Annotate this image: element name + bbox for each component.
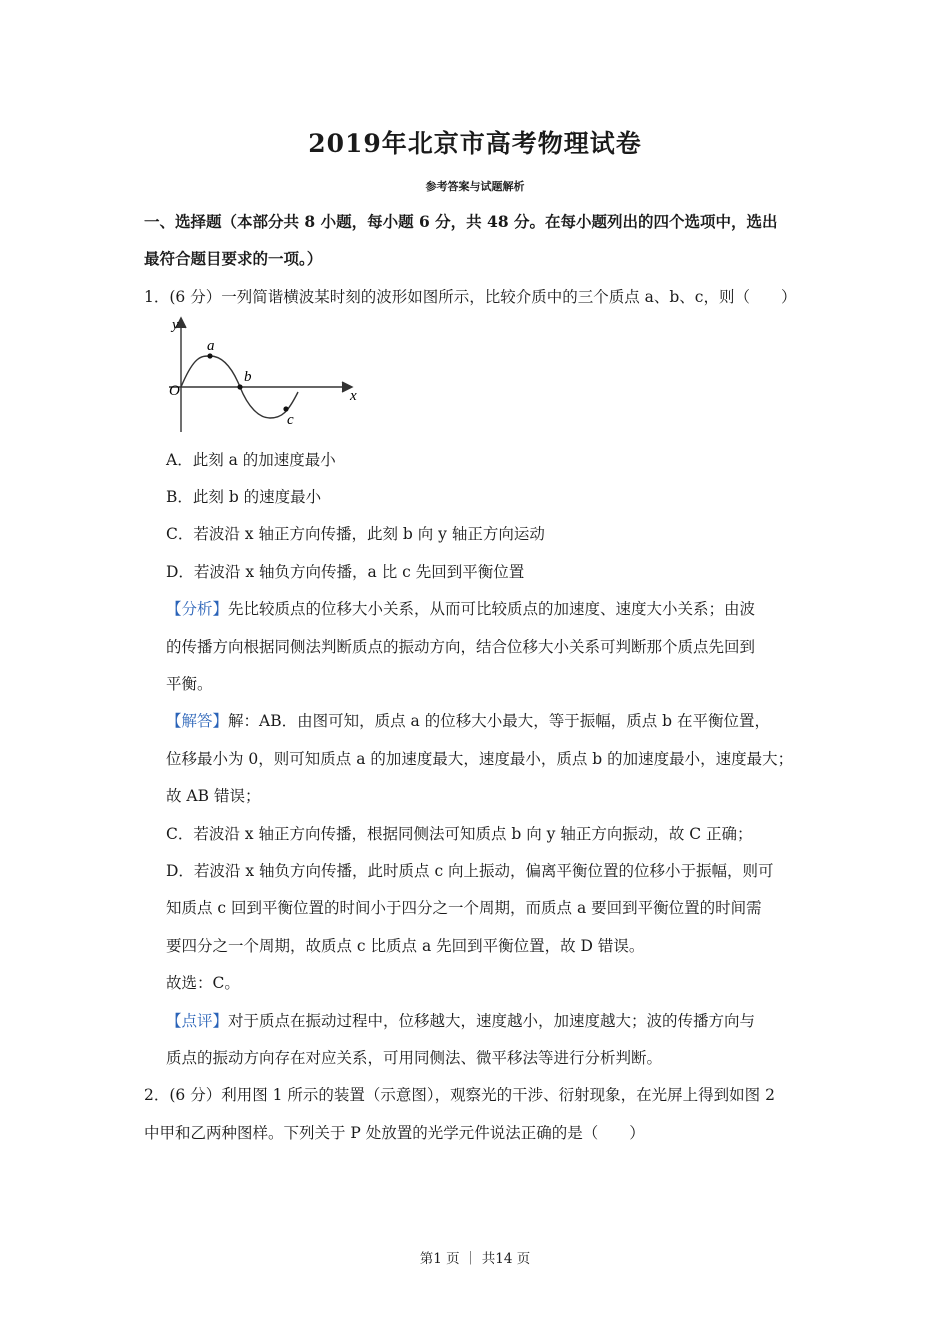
answer-line-8: 故选：C。 xyxy=(166,974,240,992)
point-b-dot xyxy=(237,384,242,389)
point-a-dot xyxy=(207,353,212,358)
comment-tag: 【点评】 xyxy=(166,1012,229,1030)
analysis-line-3: 平衡。 xyxy=(166,675,213,693)
option-a: A．此刻 a 的加速度最小 xyxy=(166,451,336,469)
answer-line-6: 知质点 c 回到平衡位置的时间小于四分之一个周期，而质点 a 要回到平衡位置的时间需 xyxy=(166,899,762,917)
wave-figure xyxy=(164,312,364,436)
answer-line-2: 位移最小为 0，则可知质点 a 的加速度最大，速度最小，质点 b 的加速度最小，速度最大； xyxy=(166,750,794,768)
comment-line-1: 【点评】对于质点在振动过程中，位移越大，速度越小，加速度越大；波的传播方向与 xyxy=(166,1012,756,1030)
comment-line-2: 质点的振动方向存在对应关系，可用同侧法、微平移法等进行分析判断。 xyxy=(166,1049,663,1067)
analysis-line-2: 的传播方向根据同侧法判断质点的振动方向，结合位移大小关系可判断那个质点先回到 xyxy=(166,638,756,656)
question-1-stem: 1．(6 分）一列简谐横波某时刻的波形如图所示，比较介质中的三个质点 a、b、c，则（ ） xyxy=(144,288,797,306)
answer-line-1: 【解答】解：AB．由图可知，质点 a 的位移大小最大，等于振幅，质点 b 在平衡位置， xyxy=(166,712,770,730)
y-label: y xyxy=(172,317,179,333)
point-a-label: a xyxy=(207,338,215,354)
section-heading-line-2: 最符合题目要求的一项。） xyxy=(144,249,323,268)
point-c-label: c xyxy=(287,412,294,428)
answer-line-7: 要四分之一个周期，故质点 c 比质点 a 先回到平衡位置，故 D 错误。 xyxy=(166,937,645,955)
section-heading-line-1: 一、选择题（本部分共 8 小题，每小题 6 分，共 48 分。在每小题列出的四个选项中，选出 xyxy=(144,212,778,231)
answer-line-5: D．若波沿 x 轴负方向传播，此时质点 c 向上振动，偏离平衡位置的位移小于振幅，则可 xyxy=(166,862,774,880)
option-b: B．此刻 b 的速度最小 xyxy=(166,488,322,506)
option-d: D．若波沿 x 轴负方向传播，a 比 c 先回到平衡位置 xyxy=(166,563,525,581)
analysis-line-1: 【分析】先比较质点的位移大小关系，从而可比较质点的加速度、速度大小关系；由波 xyxy=(166,600,756,618)
answer-line-3: 故 AB 错误； xyxy=(166,787,261,805)
answer-tag: 【解答】 xyxy=(166,712,229,730)
option-c: C．若波沿 x 轴正方向传播，此刻 b 向 y 轴正方向运动 xyxy=(166,525,545,543)
page-title: 2019年北京市高考物理试卷 xyxy=(308,129,642,158)
page-footer: 第1 页 ｜ 共14 页 xyxy=(419,1251,531,1267)
x-label: x xyxy=(350,388,357,404)
point-c-dot xyxy=(283,406,288,411)
point-b-label: b xyxy=(244,369,252,385)
origin-label: O xyxy=(169,383,180,399)
page-subtitle: 参考答案与试题解析 xyxy=(425,180,525,193)
answer-line-4: C．若波沿 x 轴正方向传播，根据同侧法可知质点 b 向 y 轴正方向振动，故 C 正确； xyxy=(166,825,753,843)
question-2-line-1: 2．(6 分）利用图 1 所示的装置（示意图），观察光的干涉、衍射现象，在光屏上得到如图 2 xyxy=(144,1086,775,1104)
analysis-tag: 【分析】 xyxy=(166,600,229,618)
question-2-line-2: 中甲和乙两种图样。下列关于 P 处放置的光学元件说法正确的是（ ） xyxy=(144,1124,645,1142)
